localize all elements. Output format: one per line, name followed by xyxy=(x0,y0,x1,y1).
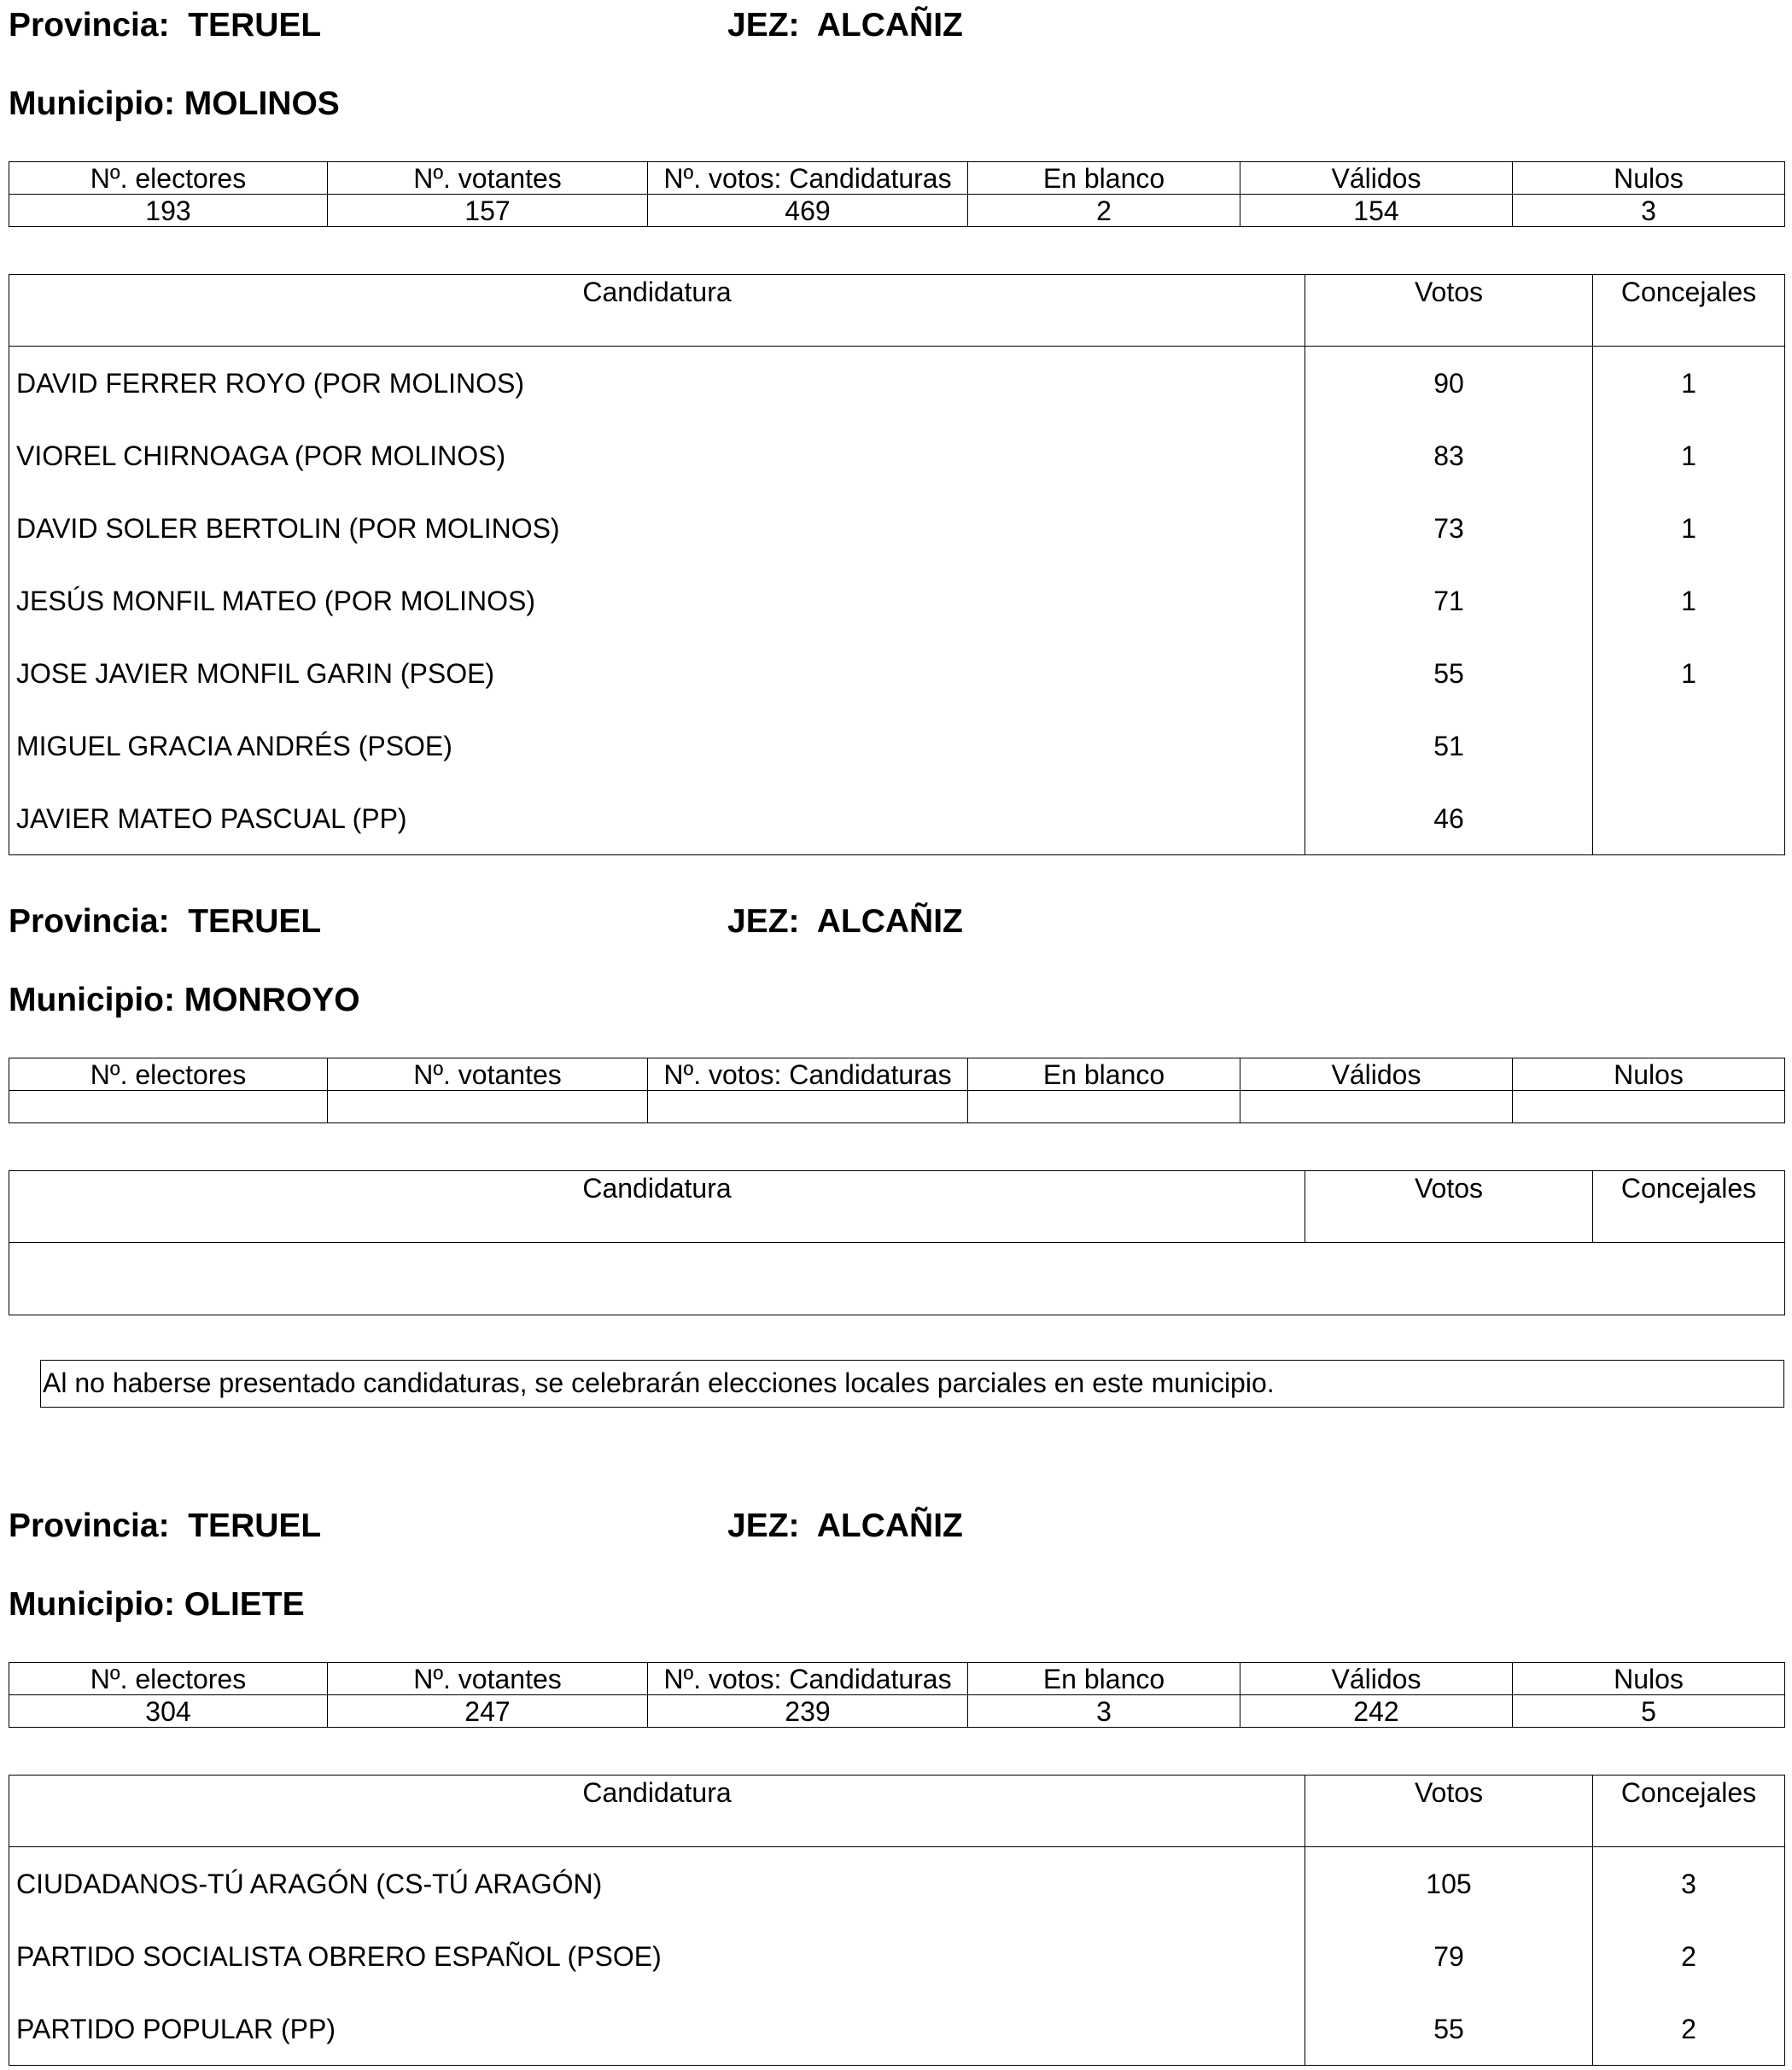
stats-header: Nulos xyxy=(1513,1663,1785,1695)
concejales-header: Concejales xyxy=(1593,1171,1785,1243)
candidate-votos: 71 xyxy=(1305,564,1593,637)
candidate-votos: 73 xyxy=(1305,492,1593,564)
candidate-concejales: 1 xyxy=(1593,564,1785,637)
stats-table xyxy=(9,1058,1785,1123)
candidate-name: PARTIDO POPULAR (PP) xyxy=(9,1992,1305,2066)
stats-header: Válidos xyxy=(1240,1663,1513,1695)
stats-header: Válidos xyxy=(1240,1058,1513,1091)
candidate-votos: 55 xyxy=(1305,637,1593,709)
provincia-label: Provincia: TERUEL xyxy=(9,1507,322,1544)
candidate-votos: 51 xyxy=(1305,709,1593,782)
votos-header: Votos xyxy=(1305,275,1593,347)
stats-value-electores xyxy=(9,1091,328,1123)
candidatura-header: Candidatura xyxy=(9,1171,1305,1243)
stats-header: Nº. votantes xyxy=(328,162,648,195)
candidate-votos: 46 xyxy=(1305,782,1593,855)
municipio-label: Municipio: OLIETE xyxy=(9,1586,305,1623)
candidate-name: CIUDADANOS-TÚ ARAGÓN (CS-TÚ ARAGÓN) xyxy=(9,1847,1305,1921)
stats-value-votos-candidaturas: 239 xyxy=(648,1695,968,1728)
table-row xyxy=(9,1920,1785,1992)
stats-value-votantes: 157 xyxy=(328,195,648,227)
candidates-table xyxy=(9,274,1785,855)
candidate-votos: 105 xyxy=(1305,1847,1593,1921)
candidate-votos: 83 xyxy=(1305,419,1593,492)
stats-header: En blanco xyxy=(968,1058,1240,1091)
candidate-concejales xyxy=(1593,782,1785,855)
stats-value-validos: 154 xyxy=(1240,195,1513,227)
stats-header: Nº. votos: Candidaturas xyxy=(648,1058,968,1091)
stats-value-nulos: 5 xyxy=(1513,1695,1785,1728)
votos-header: Votos xyxy=(1305,1776,1593,1847)
candidate-concejales: 1 xyxy=(1593,637,1785,709)
stats-value-en-blanco xyxy=(968,1091,1240,1123)
candidate-concejales: 1 xyxy=(1593,347,1785,420)
stats-value-votos-candidaturas xyxy=(648,1091,968,1123)
stats-header: Nº. votos: Candidaturas xyxy=(648,162,968,195)
stats-value-votantes: 247 xyxy=(328,1695,648,1728)
candidate-votos: 79 xyxy=(1305,1920,1593,1992)
concejales-header: Concejales xyxy=(1593,1776,1785,1847)
table-row xyxy=(9,564,1785,637)
table-row xyxy=(9,782,1785,855)
candidates-table xyxy=(9,1775,1785,2066)
candidate-name: JESÚS MONFIL MATEO (POR MOLINOS) xyxy=(9,564,1305,637)
candidate-name: DAVID SOLER BERTOLIN (POR MOLINOS) xyxy=(9,492,1305,564)
stats-table xyxy=(9,161,1785,227)
stats-value-validos: 242 xyxy=(1240,1695,1513,1728)
stats-header: En blanco xyxy=(968,162,1240,195)
candidate-concejales: 3 xyxy=(1593,1847,1785,1921)
table-row xyxy=(9,1992,1785,2066)
table-row xyxy=(9,709,1785,782)
jez-label: JEZ: ALCAÑIZ xyxy=(727,7,963,44)
table-row xyxy=(9,1847,1785,1921)
municipio-label: Municipio: MOLINOS xyxy=(9,85,340,122)
table-row xyxy=(9,637,1785,709)
stats-header: Nulos xyxy=(1513,1058,1785,1091)
concejales-header: Concejales xyxy=(1593,275,1785,347)
jez-label: JEZ: ALCAÑIZ xyxy=(727,1507,963,1544)
no-candidates-note: Al no haberse presentado candidaturas, se celebrarán elecciones locales parciales en este municipio. xyxy=(40,1360,1784,1408)
jez-label: JEZ: ALCAÑIZ xyxy=(727,903,963,940)
stats-header: Nº. electores xyxy=(9,1058,328,1091)
candidates-table xyxy=(9,1170,1785,1315)
candidate-concejales: 2 xyxy=(1593,1992,1785,2066)
stats-header: Nº. votos: Candidaturas xyxy=(648,1663,968,1695)
stats-header: Nº. votantes xyxy=(328,1058,648,1091)
candidatura-header: Candidatura xyxy=(9,275,1305,347)
stats-header: En blanco xyxy=(968,1663,1240,1695)
candidate-name: JOSE JAVIER MONFIL GARIN (PSOE) xyxy=(9,637,1305,709)
stats-value-votos-candidaturas: 469 xyxy=(648,195,968,227)
empty-cell xyxy=(9,1243,1785,1315)
provincia-label: Provincia: TERUEL xyxy=(9,903,322,940)
municipio-label: Municipio: MONROYO xyxy=(9,982,360,1018)
candidate-name: MIGUEL GRACIA ANDRÉS (PSOE) xyxy=(9,709,1305,782)
candidate-concejales: 1 xyxy=(1593,419,1785,492)
stats-header: Nº. votantes xyxy=(328,1663,648,1695)
table-row xyxy=(9,347,1785,420)
stats-value-validos xyxy=(1240,1091,1513,1123)
table-row xyxy=(9,492,1785,564)
stats-table xyxy=(9,1662,1785,1728)
candidate-concejales: 1 xyxy=(1593,492,1785,564)
candidate-name: JAVIER MATEO PASCUAL (PP) xyxy=(9,782,1305,855)
stats-value-en-blanco: 2 xyxy=(968,195,1240,227)
candidate-name: VIOREL CHIRNOAGA (POR MOLINOS) xyxy=(9,419,1305,492)
candidate-name: PARTIDO SOCIALISTA OBRERO ESPAÑOL (PSOE) xyxy=(9,1920,1305,1992)
candidate-name: DAVID FERRER ROYO (POR MOLINOS) xyxy=(9,347,1305,420)
candidate-concejales xyxy=(1593,709,1785,782)
votos-header: Votos xyxy=(1305,1171,1593,1243)
candidate-votos: 55 xyxy=(1305,1992,1593,2066)
stats-value-nulos xyxy=(1513,1091,1785,1123)
stats-value-electores: 304 xyxy=(9,1695,328,1728)
candidate-concejales: 2 xyxy=(1593,1920,1785,1992)
stats-value-electores: 193 xyxy=(9,195,328,227)
stats-value-nulos: 3 xyxy=(1513,195,1785,227)
empty-row xyxy=(9,1243,1785,1315)
stats-value-en-blanco: 3 xyxy=(968,1695,1240,1728)
table-row xyxy=(9,419,1785,492)
stats-header: Nº. electores xyxy=(9,162,328,195)
stats-header: Nº. electores xyxy=(9,1663,328,1695)
candidatura-header: Candidatura xyxy=(9,1776,1305,1847)
stats-header: Nulos xyxy=(1513,162,1785,195)
provincia-label: Provincia: TERUEL xyxy=(9,7,322,44)
stats-header: Válidos xyxy=(1240,162,1513,195)
stats-value-votantes xyxy=(328,1091,648,1123)
candidate-votos: 90 xyxy=(1305,347,1593,420)
